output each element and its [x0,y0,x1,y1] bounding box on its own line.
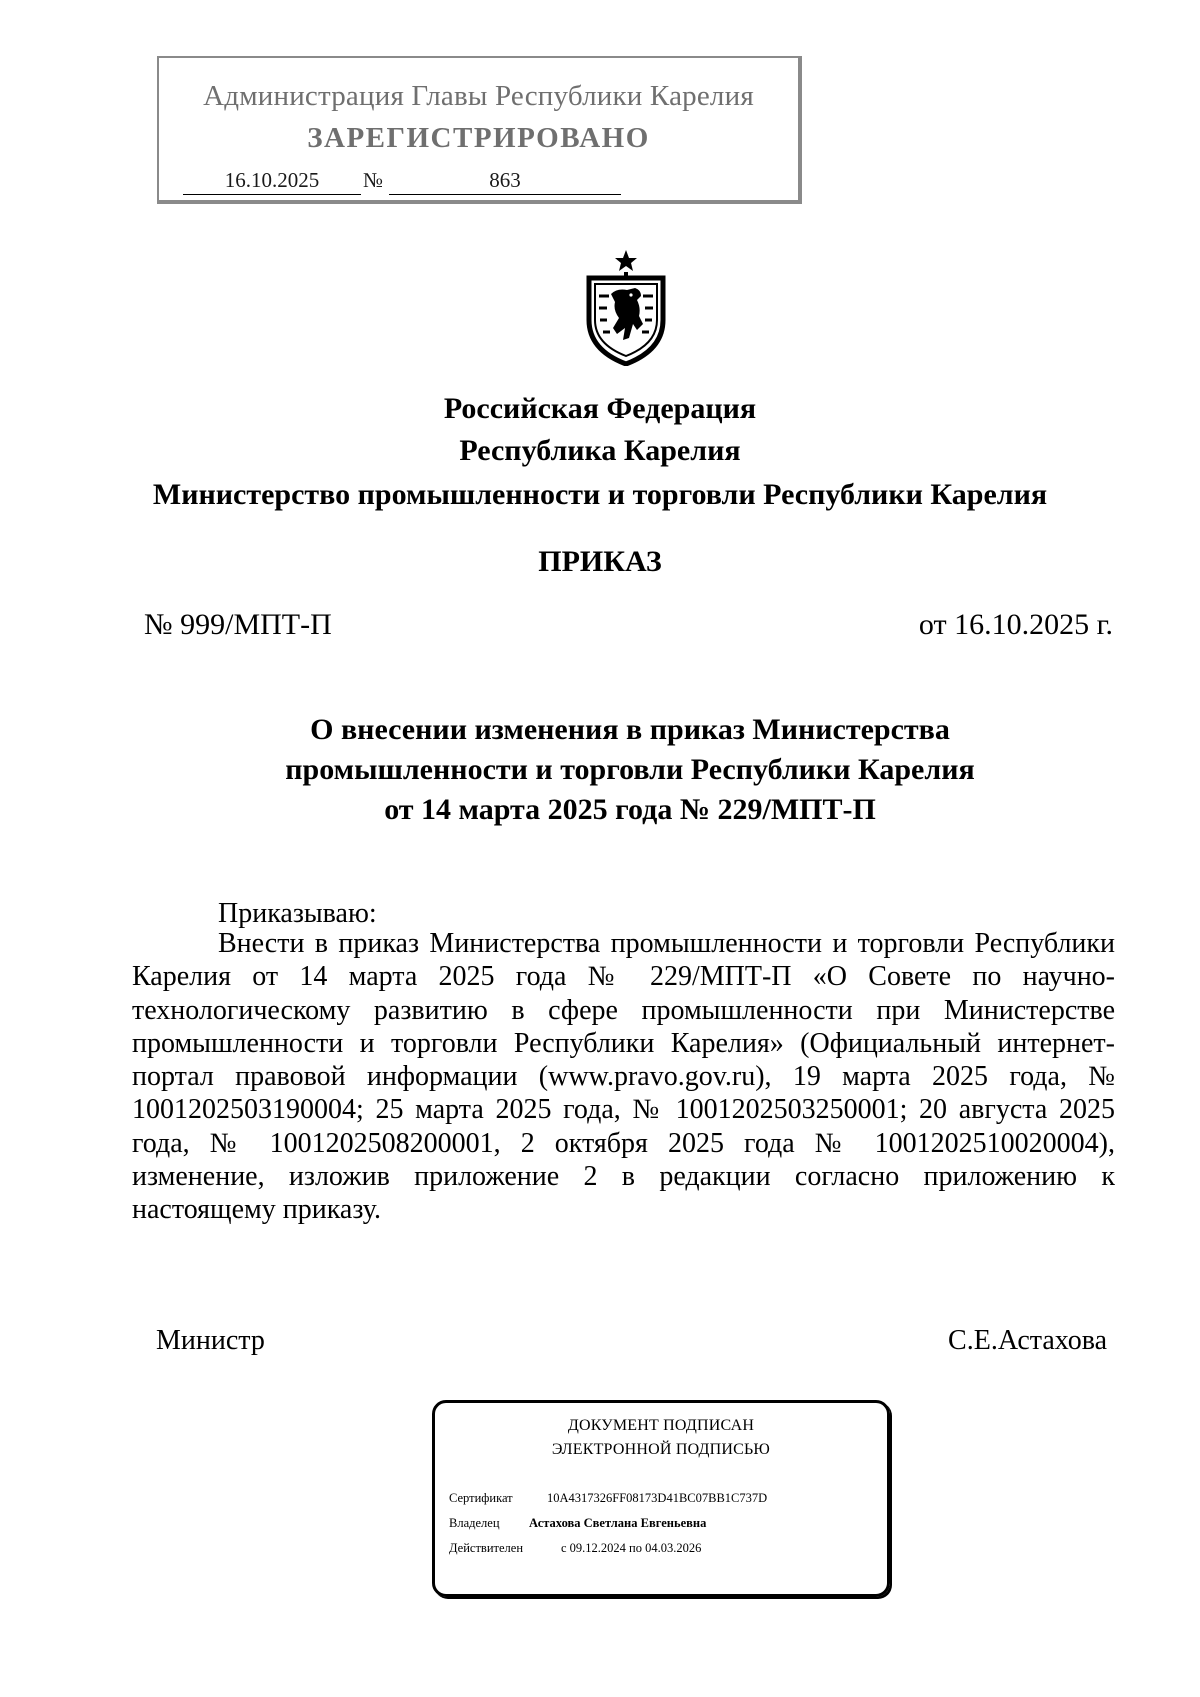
esign-owner-value: Астахова Светлана Евгеньевна [529,1516,707,1530]
esign-certificate-value: 10A4317326FF08173D41BC07BB1C737D [547,1491,768,1505]
body-intro: Приказываю: [218,898,377,929]
signature-name: С.Е.Астахова [948,1325,1107,1356]
esign-validity-value: с 09.12.2024 по 04.03.2026 [561,1541,702,1555]
order-number: № 999/МПТ-П [144,608,332,641]
esign-validity-row [449,1541,701,1556]
registration-status: ЗАРЕГИСТРИРОВАНО [307,122,650,154]
esign-owner-label: Владелец [449,1516,500,1530]
header-region: Республика Карелия [459,434,741,467]
order-date: от 16.10.2025 г. [918,608,1113,641]
coat-of-arms-icon [583,250,669,366]
esign-validity-label: Действителен [449,1541,524,1555]
signature-position: Министр [156,1325,265,1356]
order-subject-line: промышленности и торговли Республики Карелия [285,753,975,786]
registration-number: 863 [389,168,621,195]
registration-number-sign: № [363,168,384,192]
esign-heading: ЭЛЕКТРОННОЙ ПОДПИСЬЮ [551,1441,771,1458]
esign-certificate-label: Сертификат [449,1491,513,1505]
esign-heading: ДОКУМЕНТ ПОДПИСАН [567,1417,755,1434]
registration-org: Администрация Главы Республики Карелия [203,80,754,112]
body-paragraph: Внести в приказ Министерства промышленности и торговли Республики Карелия от 14 марта 2025 года № 229/МПТ-П «О Совете по научно-технологическому развитию в сфере промышленности при Министерстве промышленности и торговли Республики Карелия» (Официальный интернет-портал правовой информации (www.pravo.gov.ru), 19 марта 2025 года, № 1001202503190004; 25 марта 2025 года, № 1001202503250001; 20 августа 2025 года, № 1001202508200001, 2 октября 2025 года № 1001202510020004), изменение, изложив приложение 2 в редакции согласно приложению к настоящему приказу. [132,928,1115,1226]
esign-owner-row [449,1516,706,1531]
registration-date: 16.10.2025 [183,168,361,195]
order-subject [150,710,1110,830]
registration-stamp [157,56,802,204]
header-country: Российская Федерация [443,392,757,425]
electronic-signature-stamp [432,1400,890,1597]
order-title: ПРИКАЗ [538,545,662,578]
header-ministry: Министерство промышленности и торговли Республики Карелия [152,478,1048,511]
order-subject-line: О внесении изменения в приказ Министерства [310,713,950,746]
esign-certificate-row [449,1491,767,1506]
order-subject-line: от 14 марта 2025 года № 229/МПТ-П [384,793,876,826]
